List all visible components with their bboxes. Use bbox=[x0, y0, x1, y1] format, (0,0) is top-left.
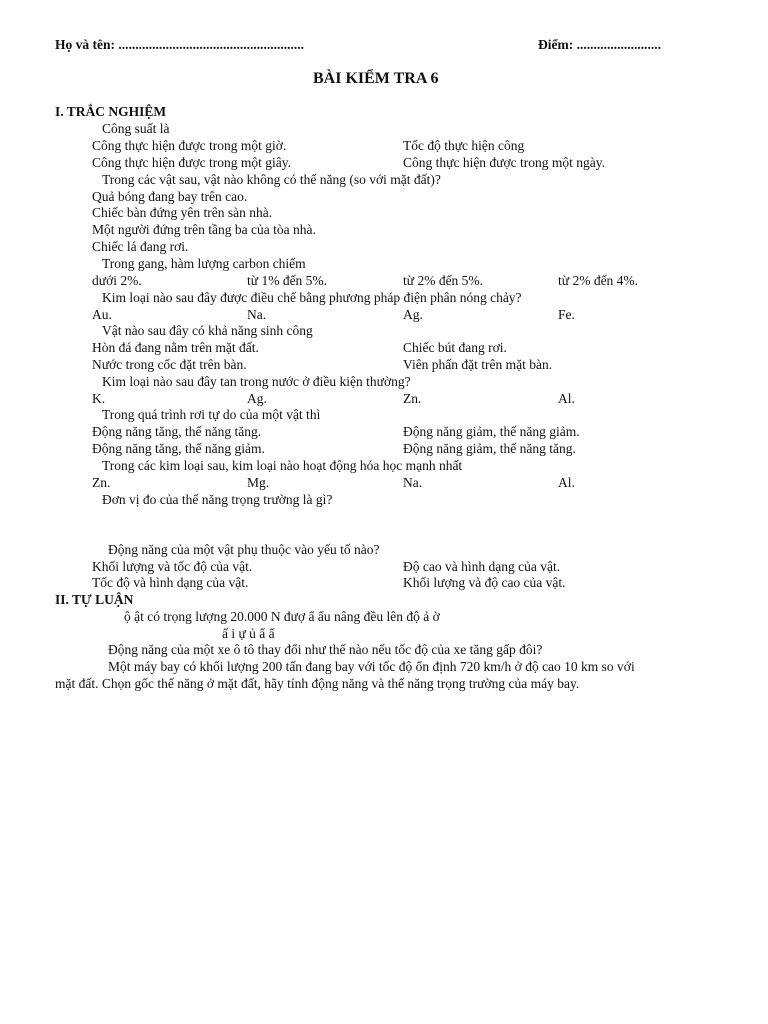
question-4-option-d: Fe. bbox=[558, 307, 575, 322]
question-1-option-d: Công thực hiện được trong một ngày. bbox=[403, 155, 605, 170]
question-10: Động năng của một vật phụ thuộc vào yếu tố nào? bbox=[108, 542, 380, 557]
question-2-option-d: Chiếc lá đang rơi. bbox=[92, 239, 189, 254]
question-6-option-d: Al. bbox=[558, 391, 575, 406]
question-4-option-b: Na. bbox=[247, 307, 267, 322]
question-6: Kim loại nào sau đây tan trong nước ở điều kiện thường? bbox=[102, 374, 411, 389]
essay-question-1-line-1: ộ ật có trọng lượng 20.000 N đượ ẩ ẩu nâng đều lên độ ả ờ bbox=[124, 609, 440, 624]
question-5-option-a: Hòn đá đang nằm trên mặt đất. bbox=[92, 340, 259, 355]
question-8-option-a: Zn. bbox=[92, 475, 111, 490]
question-5: Vật nào sau đây có khả năng sinh công bbox=[102, 323, 313, 338]
question-3-option-b: từ 1% đến 5%. bbox=[247, 273, 328, 288]
question-9: Đơn vị đo của thế năng trọng trường là gì? bbox=[102, 492, 333, 507]
question-8-option-c: Na. bbox=[403, 475, 423, 490]
question-10-option-b: Độ cao và hình dạng của vật. bbox=[403, 559, 561, 574]
question-2-option-b: Chiếc bàn đứng yên trên sàn nhà. bbox=[92, 205, 273, 220]
name-field-label: Họ và tên: ....................................................... bbox=[55, 37, 304, 52]
question-1-option-b: Tốc độ thực hiện công bbox=[403, 138, 525, 153]
question-4-option-a: Au. bbox=[92, 307, 112, 322]
question-8: Trong các kim loại sau, kim loại nào hoạt động hóa học mạnh nhất bbox=[102, 458, 463, 473]
question-5-option-d: Viên phấn đặt trên mặt bàn. bbox=[403, 357, 553, 372]
question-3-option-a: dưới 2%. bbox=[92, 273, 142, 288]
question-6-option-c: Zn. bbox=[403, 391, 422, 406]
score-field-label: Điểm: ......................... bbox=[538, 37, 661, 52]
question-1: Công suất là bbox=[102, 121, 170, 136]
question-10-option-a: Khối lượng và tốc độ của vật. bbox=[92, 559, 253, 574]
question-7-option-a: Động năng tăng, thế năng tăng. bbox=[92, 424, 262, 439]
question-8-option-d: Al. bbox=[558, 475, 575, 490]
question-5-option-b: Chiếc bút đang rơi. bbox=[403, 340, 507, 355]
question-3-option-c: từ 2% đến 5%. bbox=[403, 273, 484, 288]
essay-question-1-line-2: ấ i ự ủ ẩ ẩ bbox=[222, 626, 275, 641]
question-2-option-a: Quả bóng đang bay trên cao. bbox=[92, 189, 248, 204]
question-6-option-b: Ag. bbox=[247, 391, 267, 406]
question-2-option-c: Một người đứng trên tầng ba của tòa nhà. bbox=[92, 222, 316, 237]
question-10-option-c: Tốc độ và hình dạng của vật. bbox=[92, 575, 249, 590]
question-1-option-a: Công thực hiện được trong một giờ. bbox=[92, 138, 287, 153]
essay-question-3-line-2: mặt đất. Chọn gốc thế năng ở mặt đất, hãy tính động năng và thế năng trọng trường của máy bay. bbox=[55, 676, 580, 691]
question-4: Kim loại nào sau đây được điều chế bằng phương pháp điện phân nóng chảy? bbox=[102, 290, 522, 305]
section-heading-multiple-choice: I. TRẮC NGHIỆM bbox=[55, 104, 167, 119]
essay-question-3-line-1: Một máy bay có khối lượng 200 tấn đang bay với tốc độ ổn định 720 km/h ở độ cao 10 km so với bbox=[108, 659, 635, 674]
question-7-option-d: Động năng giảm, thế năng tăng. bbox=[403, 441, 576, 456]
question-8-option-b: Mg. bbox=[247, 475, 270, 490]
question-7: Trong quá trình rơi tự do của một vật thì bbox=[102, 407, 321, 422]
essay-question-2: Động năng của một xe ô tô thay đổi như thế nào nếu tốc độ của xe tăng gấp đôi? bbox=[108, 642, 543, 657]
question-3: Trong gang, hàm lượng carbon chiếm bbox=[102, 256, 306, 271]
question-5-option-c: Nước trong cốc đặt trên bàn. bbox=[92, 357, 247, 372]
question-1-option-c: Công thực hiện được trong một giây. bbox=[92, 155, 291, 170]
question-7-option-c: Động năng tăng, thế năng giảm. bbox=[92, 441, 265, 456]
question-3-option-d: từ 2% đến 4%. bbox=[558, 273, 639, 288]
question-10-option-d: Khối lượng và độ cao của vật. bbox=[403, 575, 566, 590]
question-7-option-b: Động năng giảm, thế năng giảm. bbox=[403, 424, 580, 439]
question-6-option-a: K. bbox=[92, 391, 106, 406]
section-heading-essay: II. TỰ LUẬN bbox=[55, 592, 134, 607]
question-4-option-c: Ag. bbox=[403, 307, 423, 322]
page-title: BÀI KIỂM TRA 6 bbox=[313, 70, 439, 87]
question-2: Trong các vật sau, vật nào không có thế năng (so với mặt đất)? bbox=[102, 172, 441, 187]
